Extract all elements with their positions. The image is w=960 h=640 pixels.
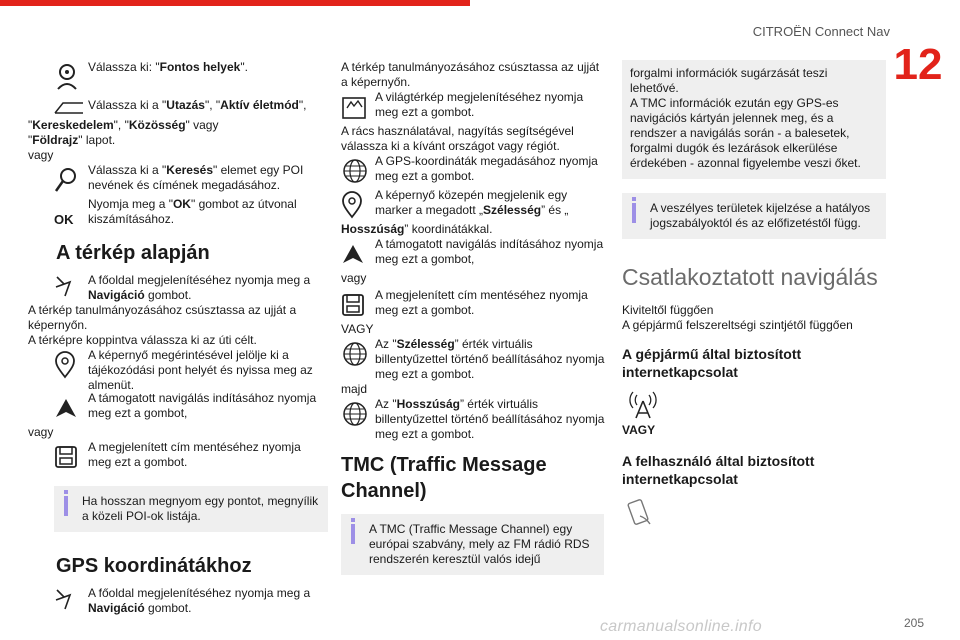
info-icon	[351, 522, 369, 567]
gps-coordinates-icon	[341, 337, 375, 371]
column-2: A térkép tanulmányozásához csúsztassa az ujját a képernyőn. A világtérkép megjelenítéséhez nyomja meg ezt a gombot. A rács használatával, nagyítás segítségével válassza ki a kívánt országot vagy régiót. A GPS-koordináták megadásához nyomja meg ezt a gombot. A képernyő közepén megjelenik egy marker a megadott „Szélesség” és „ Hosszúság” koordinátákkal. A támogatott navigálás indításához nyomja meg ezt a gombot, vagy A megjelenített cím mentéséhez nyomja meg ezt a gombot. VAGY Az "Szélesség” érték virtuális billentyűzettel történő beállításához nyomja meg ezt a gombot. majd Az "Hosszúság” érték virtuális billentyűzettel történő beállításához nyomja meg ezt a gombot. TMC (Traffic Message Channel) A TMC (Traffic Message Channel) egy európai szabvány, mely az FM rádió RDS rendszerén keresztül valós idejű	[341, 60, 606, 575]
gps-coordinates-icon	[341, 397, 375, 431]
save-icon	[341, 288, 375, 322]
info-note: Ha hosszan megnyom egy pontot, megnyílik a közeli POI-ok listája.	[54, 486, 328, 532]
chapter-number: 12	[893, 40, 943, 89]
ok-icon: OK	[54, 212, 74, 227]
header-title: CITROËN Connect Nav	[752, 24, 890, 39]
heading-tmc: TMC (Traffic Message Channel)	[341, 454, 547, 502]
info-icon	[64, 494, 82, 524]
navigation-icon	[54, 586, 88, 612]
heading-user-internet: A felhasználó által biztosított internetkapcsolat	[622, 453, 815, 487]
antenna-icon	[628, 391, 884, 423]
column-1: Válassza ki: "Fontos helyek". Válassza ki a "Utazás", "Aktív életmód", "Kereskedelem", "Közösség" vagy "Földrajz" lapot. vagy Válassza ki a "Keresés" elemet egy POI nevének és címének megadásához. OK Nyomja meg a "OK" gombot az útvonal kiszámításához. A térkép alapján A főoldal megjelenítéséhez nyomja meg a Navigáció gombot. A térkép tanulmányozásához csúsztassa az ujját a képernyőn. A térképre koppintva válassza ki az úti célt. A képernyő megérintésével jelölje ki a tájékozódási pont helyét és nyissa meg az almenüt. A támogatott navigálás indításához nyomja meg ezt a gombot, vagy A megjelenített cím mentéséhez nyomja meg ezt a gombot. Ha hosszan megnyom egy pontot, megnyílik a közeli POI-ok listája. GPS koordinátákhoz A főoldal megjelenítéséhez nyomja meg a Navigáció gombot.	[58, 60, 320, 616]
info-note: A veszélyes területek kijelzése a hatályos jogszabályoktól és az előfizetéstől függ.	[622, 193, 886, 239]
tmc-box: forgalmi információk sugárzását teszi lehetővé. A TMC információk ezután egy GPS-es navigációs kártyán jelennek meg, és a rendszer a navigálás során - a balesetek, forgalmi dugók és lezárások elkerülése érdekében - azonnal figyelembe veszi őket.	[622, 60, 886, 179]
vagy-text: vagy	[28, 148, 54, 162]
info-icon	[632, 201, 650, 231]
start-navigation-icon	[341, 237, 375, 271]
world-map-icon	[341, 90, 375, 124]
heading-vehicle-internet: A gépjármű által biztosított internetkapcsolat	[622, 346, 802, 380]
poi-person-icon	[54, 60, 88, 94]
heading-gps: GPS koordinátákhoz	[56, 555, 252, 577]
search-icon	[54, 163, 88, 197]
smartphone-icon	[626, 498, 884, 532]
tabs-icon	[54, 98, 88, 118]
watermark: carmanualsonline.info	[600, 618, 762, 635]
map-marker-icon	[54, 348, 88, 382]
heading-map: A térkép alapján	[56, 242, 210, 264]
header-red-bar	[0, 0, 470, 6]
heading-connected-nav: Csatlakoztatott navigálás	[622, 264, 878, 290]
save-icon	[54, 440, 88, 474]
gps-coordinates-icon	[341, 154, 375, 188]
navigation-icon	[54, 273, 88, 299]
start-navigation-icon	[54, 391, 88, 425]
info-note: A TMC (Traffic Message Channel) egy európai szabvány, mely az FM rádió RDS rendszerén keresztül valós idejű	[341, 514, 604, 575]
column-3: forgalmi információk sugárzását teszi lehetővé. A TMC információk ezután egy GPS-es navigációs kártyán jelennek meg, és a rendszer a navigálás során - a balesetek, forgalmi dugók és lezárások elkerülése érdekében - azonnal figyelembe veszi őket. A veszélyes területek kijelzése a hatályos jogszabályoktól és az előfizetéstől függ. Csatlakoztatott navigálás Kiviteltől függően A gépjármű felszereltségi szintjétől függően A gépjármű által biztosított internetkapcsolat VAGY A felhasználó által biztosított internetkapcsolat	[622, 60, 884, 532]
page-number: 205	[903, 616, 924, 630]
map-marker-icon	[341, 188, 375, 222]
